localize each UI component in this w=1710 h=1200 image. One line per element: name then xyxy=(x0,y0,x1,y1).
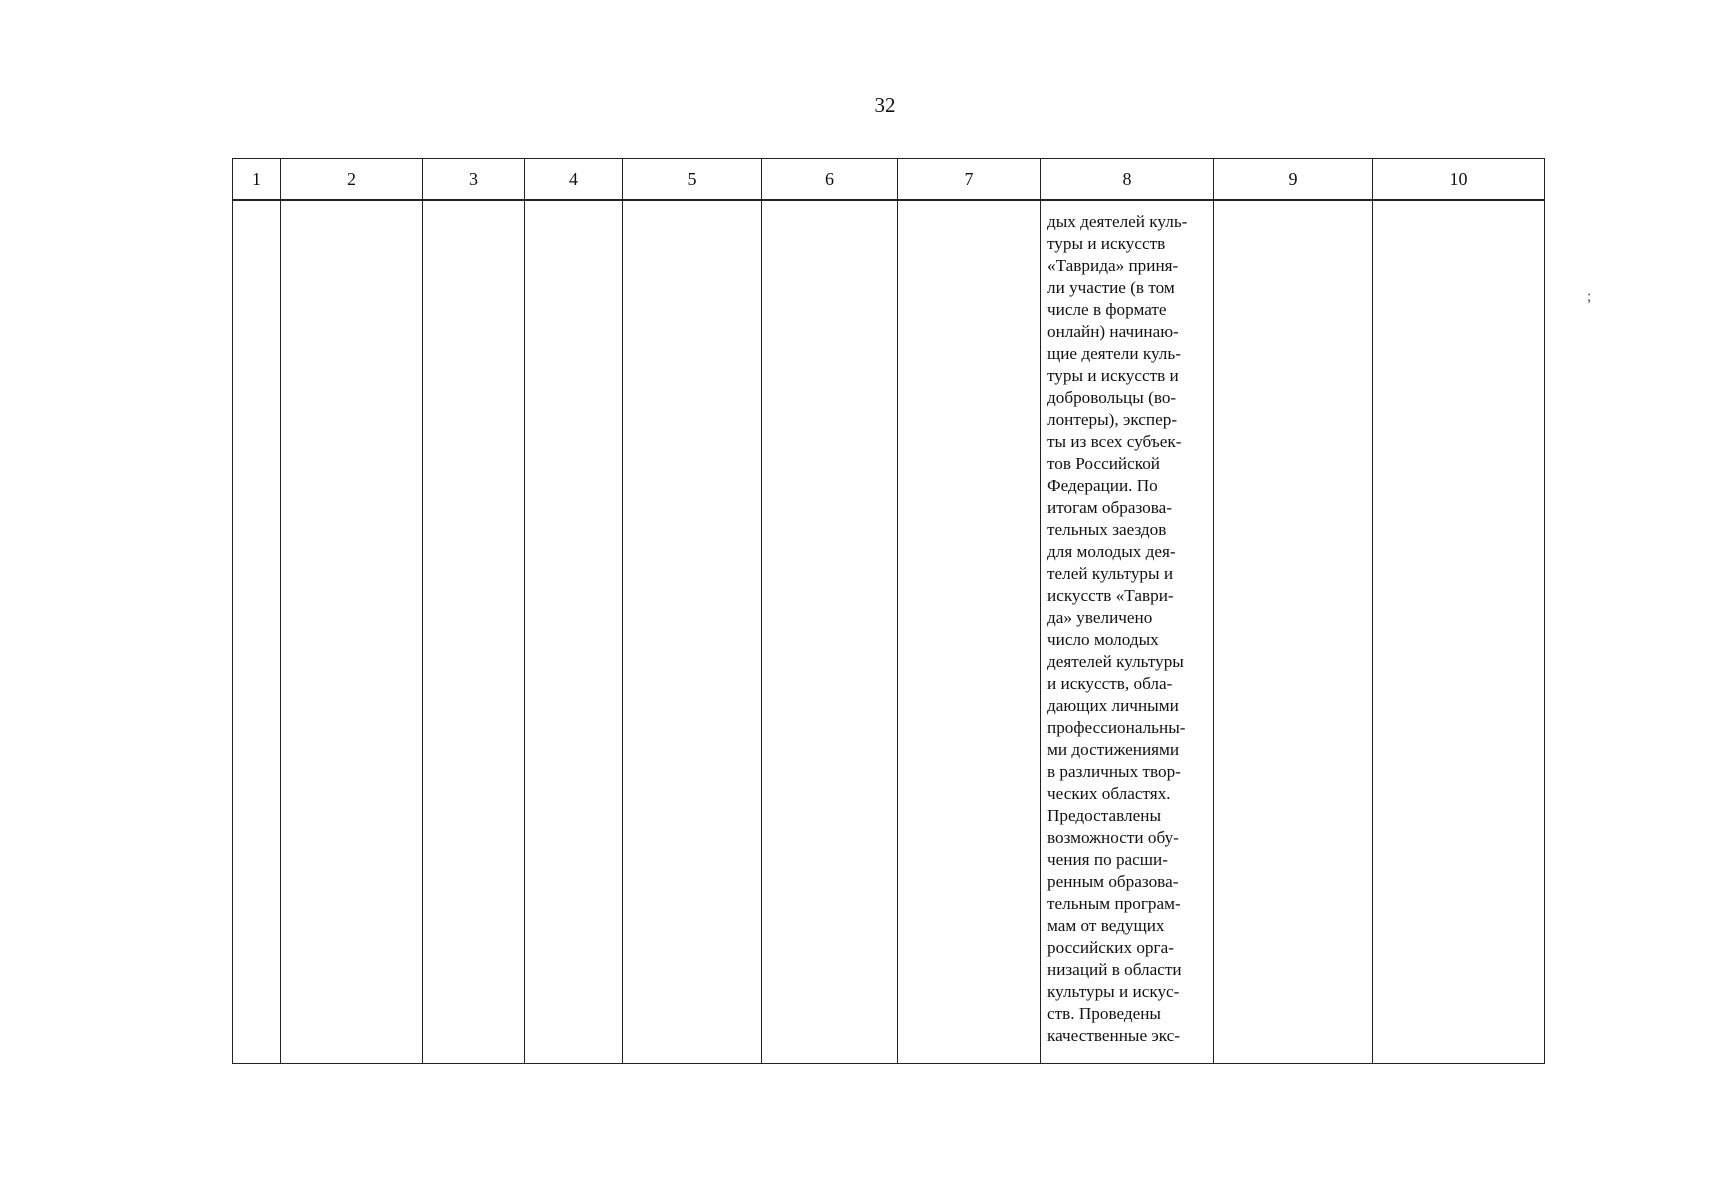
scan-speck: ; xyxy=(1587,288,1592,305)
cell-col-9 xyxy=(1214,200,1373,1064)
text-line: ли участие (в том xyxy=(1047,278,1175,297)
cell-col-4 xyxy=(525,200,623,1064)
cell-col-1 xyxy=(233,200,281,1064)
text-line: ты из всех субъек- xyxy=(1047,432,1182,451)
text-line: для молодых дея- xyxy=(1047,542,1176,561)
table-row xyxy=(233,200,1545,1064)
text-line: ми достижениями xyxy=(1047,740,1180,759)
text-line: чения по расши- xyxy=(1047,850,1168,869)
text-line: и искусств, обла- xyxy=(1047,674,1173,693)
text-line: Предоставлены xyxy=(1047,806,1161,825)
column-header-9: 9 xyxy=(1214,159,1373,201)
cell-col-8-text xyxy=(1041,200,1214,1064)
text-line: возможности обу- xyxy=(1047,828,1179,847)
text-line: ренным образова- xyxy=(1047,872,1179,891)
cell-col-2 xyxy=(281,200,423,1064)
text-line: тельных заездов xyxy=(1047,520,1167,539)
text-line: туры и искусств xyxy=(1047,234,1166,253)
text-line: профессиональны- xyxy=(1047,718,1186,737)
text-line: число молодых xyxy=(1047,630,1159,649)
text-line: ств. Проведены xyxy=(1047,1004,1161,1023)
text-line: туры и искусств и xyxy=(1047,366,1179,385)
text-line: тельным програм- xyxy=(1047,894,1181,913)
text-line: российских орга- xyxy=(1047,938,1174,957)
text-line: дых деятелей куль- xyxy=(1047,212,1188,231)
text-line: качественные экс- xyxy=(1047,1026,1181,1045)
text-line: низаций в области xyxy=(1047,960,1182,979)
text-line: да» увеличено xyxy=(1047,608,1153,627)
data-table xyxy=(232,158,1545,1064)
text-line: тов Российской xyxy=(1047,454,1160,473)
text-line: телей культуры и xyxy=(1047,564,1174,583)
column-header-7: 7 xyxy=(898,159,1041,201)
cell-col-6 xyxy=(762,200,898,1064)
cell-col-10 xyxy=(1373,200,1545,1064)
text-line: онлайн) начинаю- xyxy=(1047,322,1179,341)
text-line: итогам образова- xyxy=(1047,498,1173,517)
column-header-4: 4 xyxy=(525,159,623,201)
text-line: дающих личными xyxy=(1047,696,1179,715)
column-header-3: 3 xyxy=(423,159,525,201)
cell-col-5 xyxy=(623,200,762,1064)
column-header-10: 10 xyxy=(1373,159,1545,201)
text-line: культуры и искус- xyxy=(1047,982,1180,1001)
cell-col-7 xyxy=(898,200,1041,1064)
text-line: числе в формате xyxy=(1047,300,1167,319)
text-line: щие деятели куль- xyxy=(1047,344,1181,363)
column-header-1: 1 xyxy=(233,159,281,201)
text-line: искусств «Таври- xyxy=(1047,586,1174,605)
page-number: 32 xyxy=(874,93,896,117)
column-header-5: 5 xyxy=(623,159,762,201)
text-line: лонтеры), экспер- xyxy=(1047,410,1178,429)
text-line: «Таврида» приня- xyxy=(1047,256,1179,275)
header-row xyxy=(233,159,1545,201)
text-line: ческих областях. xyxy=(1047,784,1171,803)
cell-col-3 xyxy=(423,200,525,1064)
column-header-8: 8 xyxy=(1041,159,1214,201)
text-line: деятелей культуры xyxy=(1047,652,1184,671)
column-header-2: 2 xyxy=(281,159,423,201)
text-line: в различных твор- xyxy=(1047,762,1181,781)
text-line: Федерации. По xyxy=(1047,476,1158,495)
text-line: добровольцы (во- xyxy=(1047,388,1177,407)
column-header-6: 6 xyxy=(762,159,898,201)
text-line: мам от ведущих xyxy=(1047,916,1165,935)
